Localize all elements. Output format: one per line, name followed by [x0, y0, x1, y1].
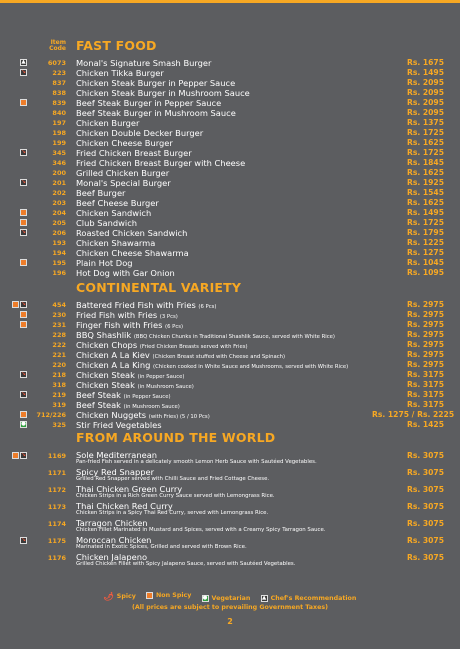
- item-name: [76, 248, 366, 258]
- top-accent-bar: [0, 0, 460, 3]
- item-price: Rs. 2975: [406, 300, 444, 309]
- item-price: Rs. 1275: [406, 248, 444, 257]
- section-continental: [0, 280, 460, 430]
- item-code: 195: [52, 259, 66, 267]
- item-price: Rs. 1675: [406, 58, 444, 67]
- item-title: Chicken Nuggets: [76, 410, 147, 420]
- item-icons: [20, 391, 27, 399]
- menu-item: [0, 450, 460, 467]
- item-title: Chicken Chops: [76, 340, 138, 350]
- menu-item: [0, 148, 460, 158]
- chilli-icon: ↘: [21, 452, 26, 458]
- non-spicy-icon: [12, 452, 19, 459]
- legend-chef-label: Chef's Recommendation: [270, 595, 357, 602]
- non-spicy-icon: [20, 311, 27, 318]
- item-title: Finger Fish with Fries: [76, 320, 163, 330]
- item-code: 1172: [47, 486, 66, 494]
- legend: [0, 591, 460, 612]
- item-code: 839: [52, 99, 66, 107]
- item-price: Rs. 1625: [406, 168, 444, 177]
- item-name: [76, 98, 366, 108]
- menu-item: [0, 78, 460, 88]
- item-price: Rs. 1845: [406, 158, 444, 167]
- fast-food-list: [0, 58, 460, 278]
- item-name: Tarragon Chicken: [76, 518, 148, 528]
- item-name: [76, 148, 366, 158]
- item-title: Chicken A La King: [76, 360, 151, 370]
- item-icons: [20, 259, 27, 267]
- item-code: 1169: [47, 452, 66, 460]
- item-icons: [12, 301, 27, 309]
- item-title: Beef Cheese Burger: [76, 198, 159, 208]
- item-code: 840: [52, 109, 66, 117]
- item-title: Chicken Burger: [76, 118, 140, 128]
- item-note: (6 Pcs): [198, 304, 217, 310]
- item-price: Rs. 1725: [406, 218, 444, 227]
- item-name: [76, 68, 366, 78]
- item-title: Fried Fish with Fries: [76, 310, 158, 320]
- item-name: [76, 268, 366, 278]
- item-code: 230: [52, 311, 66, 319]
- item-price: Rs. 1225: [406, 238, 444, 247]
- item-description: Pan-fried Fish served in a delicately smooth Lemon Herb Sauce with Sautéed Vegetables.: [76, 459, 317, 465]
- item-code: 222: [52, 341, 66, 349]
- section-title-world: FROM AROUND THE WORLD: [76, 430, 276, 445]
- item-icons: [20, 99, 27, 107]
- item-code: 199: [52, 139, 66, 147]
- item-note: (6 Pcs): [165, 324, 184, 330]
- item-title: Chicken A La Kiev: [76, 350, 150, 360]
- menu-item: [0, 238, 460, 248]
- menu-item: [0, 128, 460, 138]
- chilli-icon: ↘: [21, 229, 26, 235]
- item-name: [76, 168, 366, 178]
- item-name: [76, 118, 366, 128]
- item-price: Rs. 1095: [406, 268, 444, 277]
- menu-item: [0, 118, 460, 128]
- item-title: Chicken Sandwich: [76, 208, 152, 218]
- legend-spicy-label: Spicy: [116, 593, 136, 600]
- item-price: Rs. 1925: [406, 178, 444, 187]
- item-price: Rs. 3075: [406, 519, 444, 528]
- non-spicy-icon: [20, 259, 27, 266]
- menu-item: [0, 228, 460, 238]
- item-title: Chicken Steak: [76, 380, 135, 390]
- item-note: (in Mushroom Sauce): [137, 384, 194, 390]
- item-icons: [20, 179, 27, 187]
- page-number: 2: [227, 617, 233, 626]
- item-title: Fried Chicken Breast Burger: [76, 148, 192, 158]
- item-note: (with Fries) (5 / 10 Pcs): [148, 414, 210, 420]
- menu-item: [0, 350, 460, 360]
- non-spicy-icon: [20, 321, 27, 328]
- non-spicy-icon: [20, 99, 27, 106]
- item-name: [76, 178, 366, 188]
- item-code: 346: [52, 159, 66, 167]
- item-code: 838: [52, 89, 66, 97]
- item-icons: [20, 209, 27, 217]
- item-price: Rs. 2975: [406, 310, 444, 319]
- item-name: [76, 228, 366, 238]
- menu-item: [0, 380, 460, 390]
- item-icons: [20, 537, 27, 545]
- vegetarian-icon: ●: [202, 595, 208, 601]
- item-name: [76, 198, 366, 208]
- chilli-icon: 🌶︎: [103, 592, 114, 601]
- item-code: 194: [52, 249, 66, 257]
- section-header: [0, 280, 460, 300]
- menu-item: [0, 68, 460, 78]
- menu-item: [0, 552, 460, 569]
- item-name: [76, 138, 366, 148]
- item-price: Rs. 3075: [406, 536, 444, 545]
- item-note: (3 Pcs): [159, 314, 178, 320]
- chilli-icon: ↘: [21, 391, 26, 397]
- non-spicy-icon: [12, 301, 19, 308]
- item-price: Rs. 3075: [406, 502, 444, 511]
- menu-item: [0, 88, 460, 98]
- non-spicy-icon: [20, 219, 27, 226]
- menu-item: [0, 501, 460, 518]
- item-title: Plain Hot Dog: [76, 258, 133, 268]
- legend-vegetarian-label: Vegetarian: [211, 595, 251, 602]
- legend-non-spicy: [146, 591, 191, 600]
- item-title: Fried Chicken Breast Burger with Cheese: [76, 158, 246, 168]
- item-icons: [20, 421, 27, 429]
- item-price: Rs. 2975: [406, 320, 444, 329]
- chilli-icon: ↘: [21, 69, 26, 75]
- item-name: [76, 158, 366, 168]
- section-header: [0, 430, 460, 450]
- menu-item: [0, 208, 460, 218]
- item-icons: [20, 219, 27, 227]
- item-note: (Chicken cooked in White Sauce and Mushrooms, served with White Rice): [153, 364, 349, 370]
- item-description: Chicken Fillet Marinated in Mustard and Spices, served with a Creamy Spicy Tarragon Sauce.: [76, 527, 326, 533]
- non-spicy-icon: [20, 411, 27, 418]
- item-price: Rs. 1425: [406, 420, 444, 429]
- item-icons: [20, 371, 27, 379]
- item-description: Chicken Strips in a Rich Green Curry Sauce served with Lemongrass Rice.: [76, 493, 275, 499]
- item-price: Rs. 2975: [406, 340, 444, 349]
- item-price: Rs. 1545: [406, 188, 444, 197]
- item-title: Stir Fried Vegetables: [76, 420, 162, 430]
- menu-item: [0, 467, 460, 484]
- item-name: [76, 258, 366, 268]
- item-price: Rs. 3075: [406, 485, 444, 494]
- item-title: Chicken Cheese Shawarma: [76, 248, 189, 258]
- item-name: Thai Chicken Green Curry: [76, 484, 183, 494]
- item-price: Rs. 1725: [406, 148, 444, 157]
- item-price: Rs. 3075: [406, 553, 444, 562]
- item-name: [76, 208, 366, 218]
- item-code: 837: [52, 79, 66, 87]
- item-price: Rs. 2095: [406, 78, 444, 87]
- item-code: 201: [52, 179, 66, 187]
- item-price: Rs. 2975: [406, 360, 444, 369]
- menu-item: [0, 400, 460, 410]
- chef-hat-icon: ▲: [261, 595, 267, 601]
- menu-item: [0, 310, 460, 320]
- item-code: 206: [52, 229, 66, 237]
- item-code: 218: [52, 371, 66, 379]
- item-price: Rs. 3175: [406, 370, 444, 379]
- tax-note: (All prices are subject to prevailing Government Taxes): [132, 604, 328, 611]
- item-code: 223: [52, 69, 66, 77]
- item-icons: [20, 59, 27, 67]
- section-fast-food: [0, 38, 460, 278]
- item-note: (in Pepper Sauce): [137, 374, 185, 380]
- item-icons: [20, 411, 27, 419]
- item-title: Battered Fried Fish with Fries: [76, 300, 196, 310]
- item-code: 6073: [47, 59, 66, 67]
- item-note: (BBQ Chicken Chunks in Traditional Shashlik Sauce, served with White Rice): [133, 334, 335, 340]
- legend-vegetarian: [202, 594, 251, 603]
- menu-item: [0, 484, 460, 501]
- item-title: Chicken Cheese Burger: [76, 138, 173, 148]
- item-icons: [20, 69, 27, 77]
- menu-item: [0, 360, 460, 370]
- item-code: 219: [52, 391, 66, 399]
- item-name: Spicy Red Snapper: [76, 467, 155, 477]
- item-code: 221: [52, 351, 66, 359]
- section-header: [0, 38, 460, 58]
- item-name: Chicken Jalapeno: [76, 552, 148, 562]
- chef-hat-icon: ▲: [21, 59, 26, 65]
- item-title: Beef Burger: [76, 188, 126, 198]
- item-code: 1174: [47, 520, 66, 528]
- menu-item: [0, 248, 460, 258]
- menu-item: [0, 420, 460, 430]
- item-title: Beef Steak: [76, 390, 121, 400]
- item-title: Roasted Chicken Sandwich: [76, 228, 188, 238]
- item-title: Beef Steak: [76, 400, 121, 410]
- menu-item: [0, 198, 460, 208]
- item-price: Rs. 1625: [406, 138, 444, 147]
- section-world: [0, 430, 460, 569]
- menu-item: [0, 108, 460, 118]
- item-name: [76, 238, 366, 248]
- menu-item: [0, 410, 460, 420]
- world-list: [0, 450, 460, 569]
- item-code: 1171: [47, 469, 66, 477]
- item-name: [76, 78, 366, 88]
- item-code: 228: [52, 331, 66, 339]
- menu-item: [0, 168, 460, 178]
- item-description: Grilled Red Snapper served with Chilli Sauce and Fried Cottage Cheese.: [76, 476, 270, 482]
- item-code: 204: [52, 209, 66, 217]
- item-price: Rs. 1375: [406, 118, 444, 127]
- item-code: 1173: [47, 503, 66, 511]
- item-name: [76, 58, 366, 68]
- item-code: 205: [52, 219, 66, 227]
- menu-item: [0, 320, 460, 330]
- menu-item: [0, 258, 460, 268]
- chilli-icon: ↘: [21, 301, 26, 307]
- item-name: Moroccan Chicken: [76, 535, 152, 545]
- item-price: Rs. 3075: [406, 451, 444, 460]
- section-title-continental: CONTINENTAL VARIETY: [76, 280, 242, 295]
- non-spicy-icon: [20, 209, 27, 216]
- item-description: Chicken Strips in a Spicy Thai Red Curry, served with Lemongrass Rice.: [76, 510, 269, 516]
- item-price: Rs. 2095: [406, 98, 444, 107]
- menu-item: [0, 390, 460, 400]
- menu-item: [0, 178, 460, 188]
- item-icons: [12, 452, 27, 460]
- item-code: 319: [52, 401, 66, 409]
- item-code: 202: [52, 189, 66, 197]
- menu-item: [0, 188, 460, 198]
- vegetarian-icon: ●: [21, 421, 26, 427]
- menu-item: [0, 218, 460, 228]
- item-name: Sole Mediterranean: [76, 450, 158, 460]
- item-price: Rs. 1625: [406, 198, 444, 207]
- menu-item: [0, 535, 460, 552]
- item-description: Grilled Chicken Fillet with Spicy Jalapeno Sauce, served with Sautéed Vegetables.: [76, 561, 296, 567]
- item-title: BBQ Shashlik: [76, 330, 132, 340]
- item-price: Rs. 3175: [406, 400, 444, 409]
- item-code: 345: [52, 149, 66, 157]
- item-price: Rs. 1725: [406, 128, 444, 137]
- item-name: [76, 88, 366, 98]
- chilli-icon: ↘: [21, 149, 26, 155]
- menu-item: [0, 268, 460, 278]
- menu-item: [0, 138, 460, 148]
- item-code: 1176: [47, 554, 66, 562]
- item-note: (Chicken Breast stuffed with Cheese and Spinach): [152, 354, 286, 360]
- item-price: Rs. 2095: [406, 108, 444, 117]
- section-title-fast-food: FAST FOOD: [76, 38, 157, 53]
- item-code: 198: [52, 129, 66, 137]
- item-price: Rs. 1275 / Rs. 2225: [372, 410, 455, 419]
- item-price: Rs. 1495: [406, 208, 444, 217]
- item-price: Rs. 1045: [406, 258, 444, 267]
- chilli-icon: ↘: [21, 537, 26, 543]
- item-price: Rs. 2975: [406, 350, 444, 359]
- item-title: Chicken Shawarma: [76, 238, 156, 248]
- menu-item: [0, 300, 460, 310]
- item-description: Marinated in Exotic Spices, Grilled and served with Brown Rice.: [76, 544, 247, 550]
- item-title: Monal's Signature Smash Burger: [76, 58, 212, 68]
- item-title: Hot Dog with Gar Onion: [76, 268, 175, 278]
- menu-item: [0, 518, 460, 535]
- item-code-header: Item Code: [49, 39, 66, 52]
- item-code: 318: [52, 381, 66, 389]
- item-code: 196: [52, 269, 66, 277]
- item-code: 220: [52, 361, 66, 369]
- item-price: Rs. 3075: [406, 468, 444, 477]
- menu-item: [0, 58, 460, 68]
- item-icons: [20, 229, 27, 237]
- legend-chef: [261, 594, 357, 603]
- item-code: 325: [52, 421, 66, 429]
- item-name: [76, 128, 366, 138]
- item-title: Chicken Double Decker Burger: [76, 128, 204, 138]
- item-code: 203: [52, 199, 66, 207]
- item-code: 200: [52, 169, 66, 177]
- item-note: (in Mushroom Sauce): [123, 404, 180, 410]
- item-price: Rs. 3175: [406, 380, 444, 389]
- item-name: [76, 108, 366, 118]
- chilli-icon: ↘: [21, 371, 26, 377]
- item-price: Rs. 3175: [406, 390, 444, 399]
- chilli-icon: ↘: [21, 179, 26, 185]
- item-title: Chicken Steak: [76, 370, 135, 380]
- menu-item: [0, 158, 460, 168]
- item-title: Beef Steak Burger in Mushroom Sauce: [76, 108, 236, 118]
- item-code: 197: [52, 119, 66, 127]
- item-price: Rs. 2975: [406, 330, 444, 339]
- item-code: 193: [52, 239, 66, 247]
- item-icons: [20, 311, 27, 319]
- non-spicy-icon: [146, 592, 153, 599]
- item-title: Chicken Steak Burger in Pepper Sauce: [76, 78, 236, 88]
- item-title: Beef Steak Burger in Pepper Sauce: [76, 98, 222, 108]
- continental-list: [0, 300, 460, 430]
- item-code: 231: [52, 321, 66, 329]
- menu-item: [0, 330, 460, 340]
- item-code: 454: [52, 301, 66, 309]
- item-title: Chicken Tikka Burger: [76, 68, 164, 78]
- item-icons: [20, 321, 27, 329]
- item-title: Chicken Steak Burger in Mushroom Sauce: [76, 88, 250, 98]
- menu-item: [0, 340, 460, 350]
- item-name: [76, 188, 366, 198]
- legend-spicy: [104, 592, 136, 601]
- item-note: (Fried Chicken Breasts served with Fries): [139, 344, 248, 350]
- item-price: Rs. 1795: [406, 228, 444, 237]
- item-code: 1175: [47, 537, 66, 545]
- item-name: [76, 420, 366, 430]
- item-title: Grilled Chicken Burger: [76, 168, 170, 178]
- item-price: Rs. 2095: [406, 88, 444, 97]
- item-name: [76, 218, 366, 228]
- item-name: Thai Chicken Red Curry: [76, 501, 173, 511]
- menu-item: [0, 98, 460, 108]
- item-title: Club Sandwich: [76, 218, 138, 228]
- legend-non-spicy-label: Non Spicy: [156, 592, 192, 599]
- item-code: 712/226: [36, 411, 66, 419]
- item-icons: [20, 149, 27, 157]
- item-title: Monal's Special Burger: [76, 178, 171, 188]
- item-note: (in Pepper Sauce): [123, 394, 171, 400]
- item-price: Rs. 1495: [406, 68, 444, 77]
- menu-item: [0, 370, 460, 380]
